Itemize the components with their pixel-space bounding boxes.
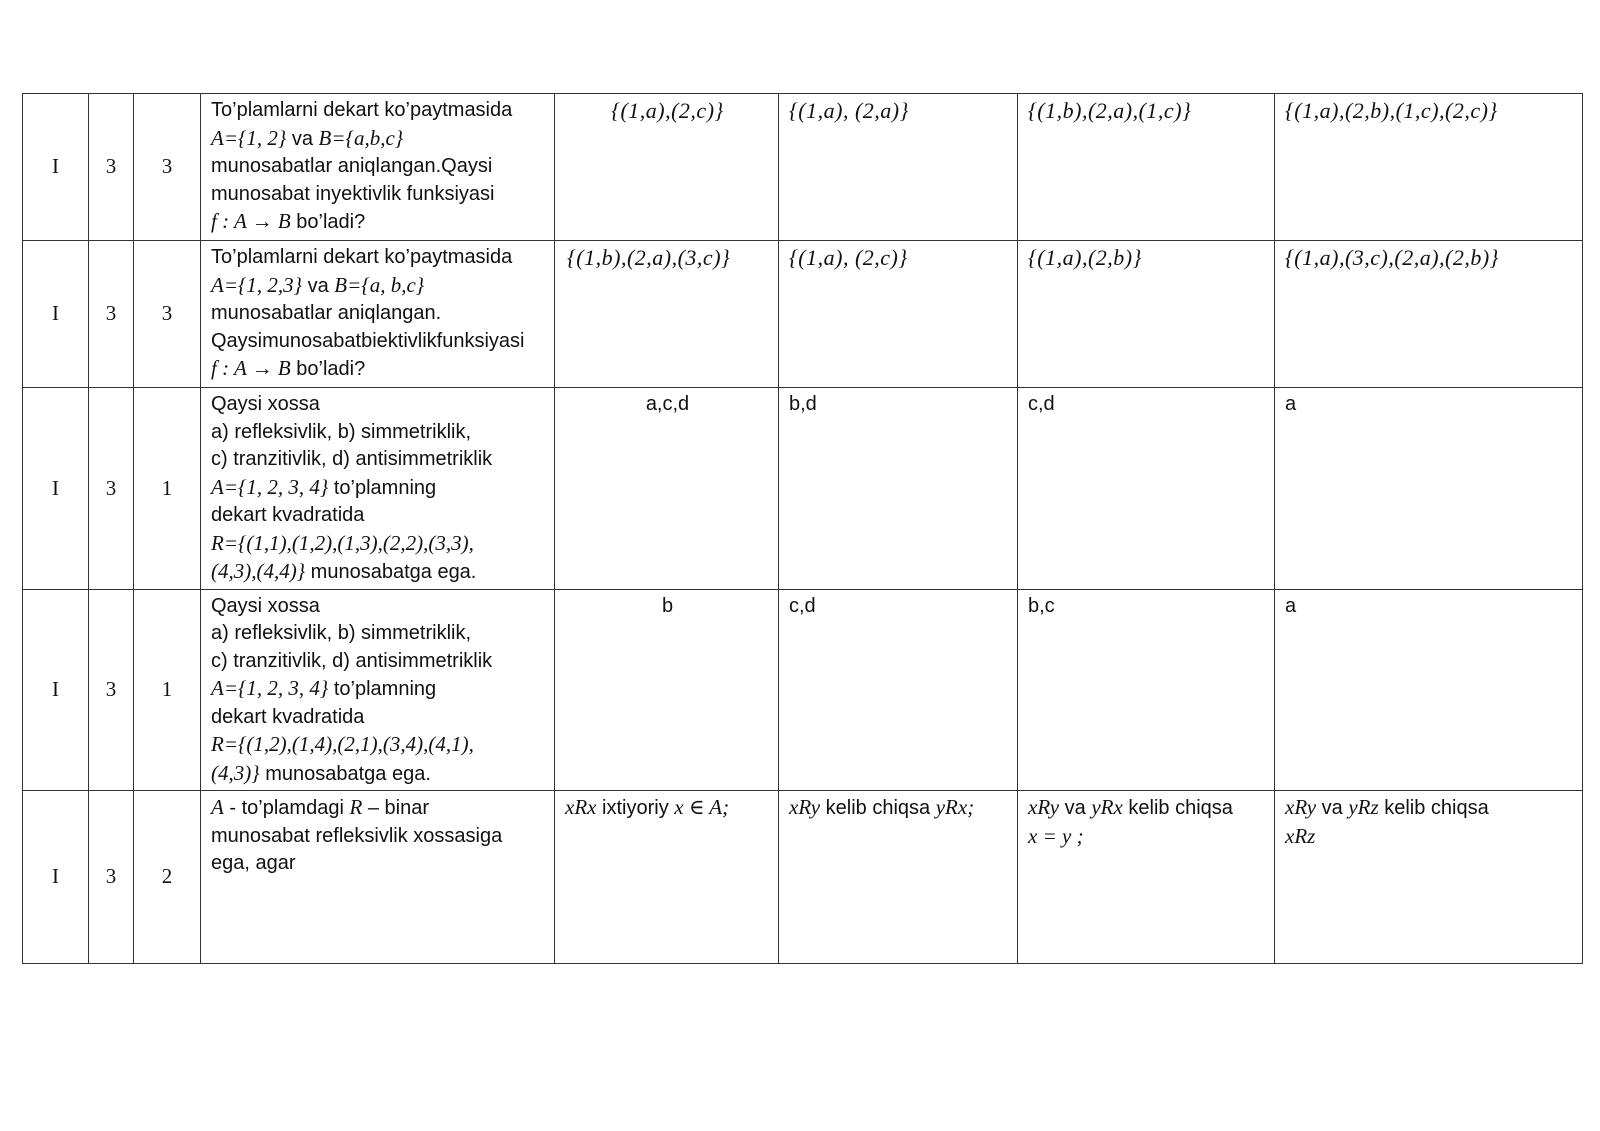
answer-text: kelib chiqsa [1122,797,1233,819]
question-line: dekart kvadratida [211,504,365,526]
answer-text: b,d [789,393,817,415]
question-line: c) tranzitivlik, d) antisimmetriklik [211,448,493,470]
answer-line [1028,823,1266,852]
question-line: To’plamlarni dekart ko’paytmasida [211,99,513,121]
answer-text: b [661,594,674,617]
question-line: munosabat refleksivlik xossasiga [211,824,503,847]
question-text: va [302,274,335,297]
question-text: va [286,127,319,150]
answer-cell-c [1018,241,1275,388]
question-line: a) refleksivlik, b) simmetriklik, [211,420,472,443]
answer-text: va [1059,797,1092,819]
math-expression: xRy [1028,795,1060,819]
question-text: bo’ladi? [290,358,366,380]
answer-cell-b [779,94,1018,241]
question-line [211,208,546,237]
question-line [211,794,546,823]
answer-cell-d [1275,388,1583,590]
question-text: bo’ladi? [290,211,366,233]
points-cell: 2 [134,791,201,964]
answer-cell-d [1275,241,1583,388]
answer-cell-d [1275,791,1583,964]
count-cell: 3 [89,388,134,590]
question-cell [201,589,555,791]
question-line: munosabatlar aniqlangan.Qaysi [211,155,493,177]
answer-text: {(1,a),(2,b)} [1028,245,1142,270]
answer-line [1285,823,1574,852]
math-expression: A={1, 2, 3, 4} [211,474,329,499]
question-line [211,355,546,384]
answer-text: {(1,b),(2,a),(3,c)} [567,245,731,270]
points-cell: 1 [134,589,201,791]
answer-cell-d [1275,94,1583,241]
answer-text: {(1,a), (2,c)} [789,245,908,270]
math-expression: A={1, 2, 3, 4} [211,676,329,700]
answer-cell-b [779,791,1018,964]
math-expression: xRz [1285,823,1316,848]
question-text: munosabatga ega. [259,762,431,785]
question-line [211,125,546,154]
answer-cell-a [555,241,779,388]
answer-text: va [1316,797,1349,819]
count-cell: 3 [89,791,134,964]
math-expression: A={1, 2,3} [211,272,303,297]
math-expression: x = y ; [1028,823,1084,848]
question-line: munosabatlar aniqlangan. [211,302,442,324]
math-expression: xRx [565,795,597,819]
count-cell: 3 [89,589,134,791]
points-cell: 3 [134,94,201,241]
answer-text: ixtiyoriy [596,797,675,819]
math-expression: yRz [1348,795,1379,819]
question-cell [201,241,555,388]
answer-cell-c [1018,791,1275,964]
answer-text: {(1,a), (2,a)} [789,98,909,123]
table-row [23,388,1583,590]
question-line: dekart kvadratida [211,705,365,728]
table-row [23,241,1583,388]
question-line: a) refleksivlik, b) simmetriklik, [211,622,472,644]
math-expression: f : A → B [211,356,291,380]
question-line: c) tranzitivlik, d) antisimmetriklik [211,649,493,672]
question-line [211,530,546,559]
question-line [211,731,546,760]
answer-cell-a [555,94,779,241]
math-expression: yRx; [935,795,975,819]
question-line [211,474,546,503]
level-cell: I [23,94,89,241]
answer-cell-b [779,388,1018,590]
level-cell: I [23,791,89,964]
answer-cell-b [779,241,1018,388]
answer-line [1028,794,1266,823]
points-cell: 3 [134,241,201,388]
question-line: Qaysi xossa [211,393,320,415]
answer-text: kelib chiqsa [1378,797,1489,819]
answer-line [789,794,1009,823]
math-expression: A={1, 2} [211,125,287,150]
question-text: to’plamning [328,476,437,499]
answer-cell-d [1275,589,1583,791]
answer-text: b,c [1028,594,1055,617]
answer-line [1285,794,1574,823]
math-expression: xRy [1285,795,1317,819]
math-expression: xRy [789,795,821,819]
question-line: munosabat inyektivlik funksiyasi [211,182,495,205]
count-cell: 3 [89,94,134,241]
math-expression: R [349,795,363,819]
answer-text: kelib chiqsa [820,797,936,819]
question-cell [201,791,555,964]
answer-text: a,c,d [645,393,690,415]
answer-cell-c [1018,94,1275,241]
answer-text: c,d [789,594,816,617]
question-line: To’plamlarni dekart ko’paytmasida [211,246,513,268]
answer-text: {(1,b),(2,a),(1,c)} [1028,98,1192,123]
answer-text: c,d [1028,393,1055,415]
question-text: - to’plamdagi [223,797,350,819]
math-expression: x ∈ A; [674,795,730,819]
answer-cell-a [555,388,779,590]
level-cell: I [23,589,89,791]
answer-cell-b [779,589,1018,791]
question-line [211,558,546,587]
math-expression: R={(1,1),(1,2),(1,3),(2,2),(3,3), [211,530,474,555]
question-line [211,675,546,704]
math-expression: B={a, b,c} [334,272,425,297]
table-row [23,94,1583,241]
questions-table [22,93,1583,964]
count-cell: 3 [89,241,134,388]
level-cell: I [23,241,89,388]
answer-cell-c [1018,589,1275,791]
question-line: Qaysimunosabatbiektivlikfunksiyasi [211,329,525,352]
table-row [23,791,1583,964]
math-expression: R={(1,2),(1,4),(2,1),(3,4),(4,1), [211,732,474,756]
answer-text: a [1285,393,1297,415]
math-expression: f : A → B [211,209,291,233]
question-text: munosabatga ega. [305,561,477,583]
answer-text: {(1,a),(2,c)} [611,98,724,123]
question-text: – binar [362,797,429,819]
math-expression: yRx [1091,795,1123,819]
math-expression: B={a,b,c} [318,125,404,150]
question-line [211,760,546,789]
math-expression: (4,3)} [211,760,260,785]
math-expression: A [211,795,224,819]
answer-text: {(1,a),(2,b),(1,c),(2,c)} [1285,98,1498,123]
answer-cell-a [555,589,779,791]
answer-cell-a [555,791,779,964]
answer-line [565,794,770,823]
answer-cell-c [1018,388,1275,590]
question-line: Qaysi xossa [211,594,320,617]
question-text: to’plamning [328,678,437,700]
question-line [211,272,546,301]
answer-text: a [1285,594,1297,617]
question-line: ega, agar [211,852,296,874]
math-expression: (4,3),(4,4)} [211,559,306,583]
question-cell [201,388,555,590]
table-row [23,589,1583,791]
level-cell: I [23,388,89,590]
answer-text: {(1,a),(3,c),(2,a),(2,b)} [1285,245,1499,270]
points-cell: 1 [134,388,201,590]
question-cell [201,94,555,241]
